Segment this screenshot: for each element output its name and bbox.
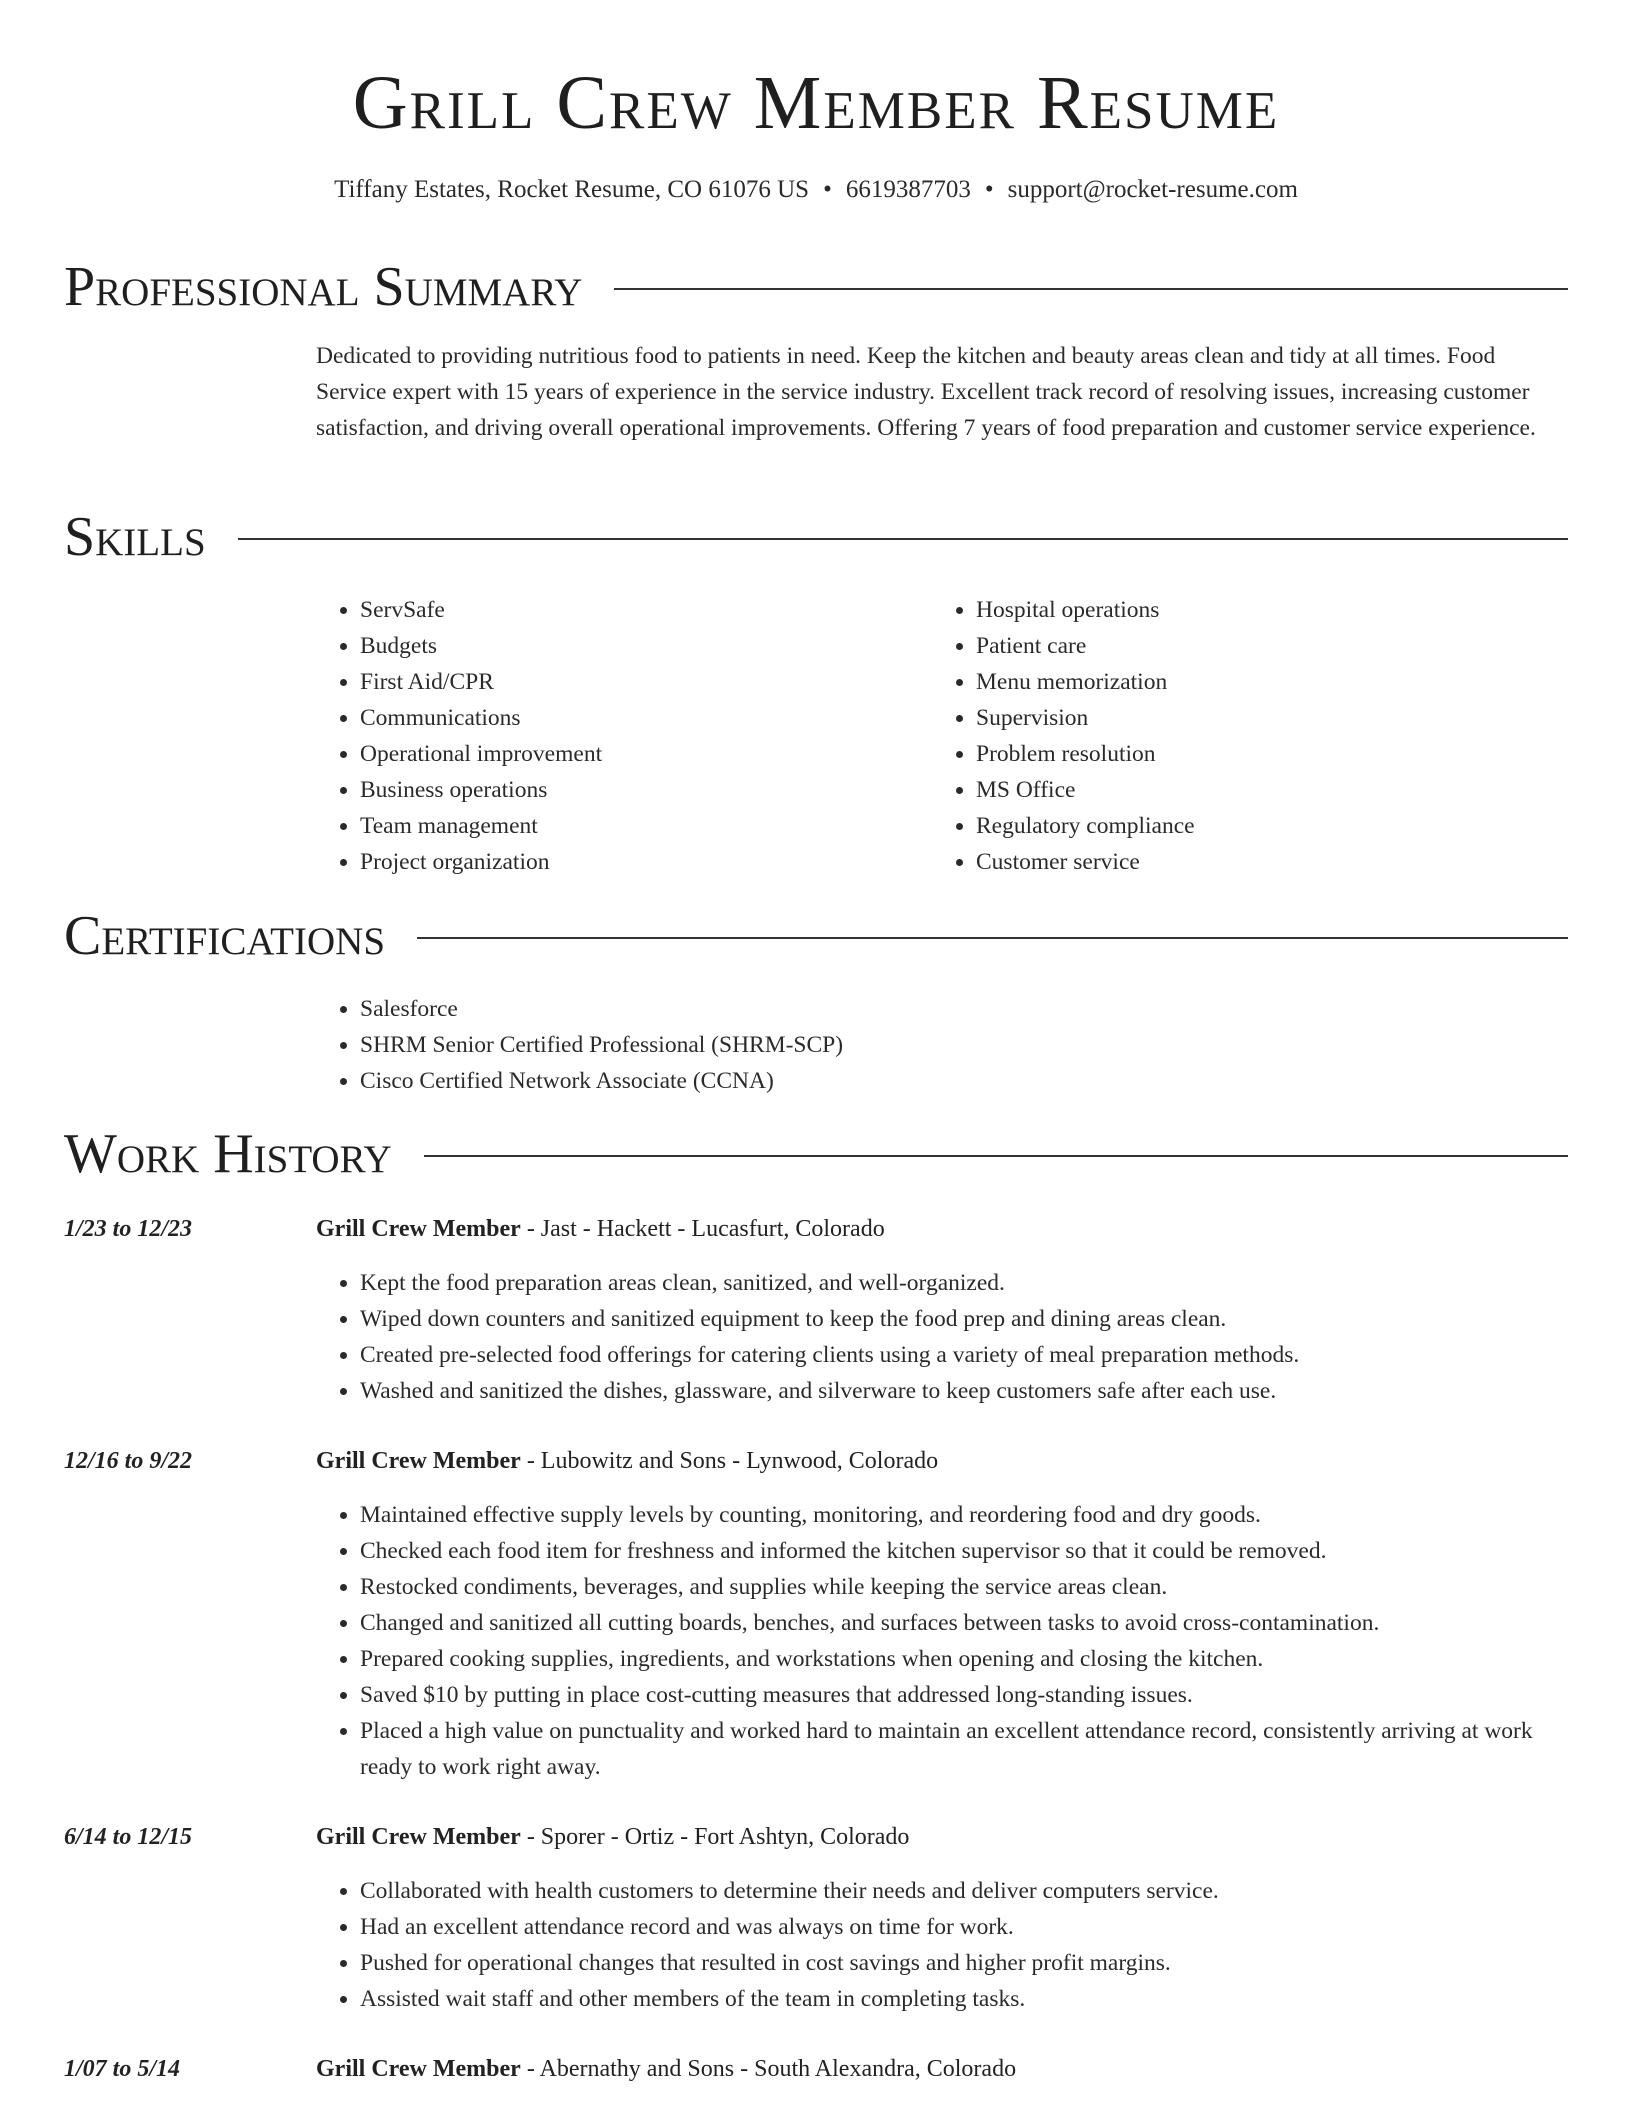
- job-bullet-item: • Wiped down counters and sanitized equipment to keep the food prep and dining areas clean.: [360, 1301, 1568, 1337]
- skills-list-right: [932, 592, 1532, 880]
- job-bullet-list: [316, 1873, 1568, 2017]
- contact-separator: •: [984, 176, 994, 203]
- job-bullet-list: [316, 1497, 1568, 1785]
- skill-item: • Budgets: [360, 628, 916, 664]
- job-title-line: [316, 1211, 885, 1247]
- skills-column-right: [932, 592, 1532, 880]
- job-bullet-item: • Created pre-selected food offerings for catering clients using a variety of meal preparation methods.: [360, 1337, 1568, 1373]
- job-bullets: [316, 1873, 1568, 2017]
- job-bullet-item: • Had an excellent attendance record and was always on time for work.: [360, 1909, 1568, 1945]
- job-entry-header: [64, 1211, 1568, 1247]
- section-title-certifications: Certifications: [64, 905, 386, 967]
- skills-list-left: [316, 592, 916, 880]
- job-bullet-item: • Changed and sanitized all cutting boards, benches, and surfaces between tasks to avoid cross-contamination.: [360, 1605, 1568, 1641]
- skill-item: • Problem resolution: [976, 736, 1532, 772]
- skill-item: • Team management: [360, 808, 916, 844]
- skill-item: • Customer service: [976, 844, 1532, 880]
- resume-title: Grill Crew Member Resume: [352, 61, 1280, 145]
- job-dates: 12/16 to 9/22: [64, 1448, 193, 1474]
- section-divider: [614, 288, 1568, 290]
- skill-item: • Menu memorization: [976, 664, 1532, 700]
- job-title-line: [316, 1443, 938, 1479]
- skill-item: • Regulatory compliance: [976, 808, 1532, 844]
- skill-item: • Communications: [360, 700, 916, 736]
- skill-item: • Patient care: [976, 628, 1532, 664]
- job-bullet-item: • Checked each food item for freshness and informed the kitchen supervisor so that it could be removed.: [360, 1533, 1568, 1569]
- skill-item: • MS Office: [976, 772, 1532, 808]
- skill-item: • Hospital operations: [976, 592, 1532, 628]
- certification-item: • Cisco Certified Network Associate (CCNA): [360, 1063, 1516, 1099]
- section-header-skills: [64, 502, 1568, 572]
- job-bullet-item: • Kept the food preparation areas clean, sanitized, and well-organized.: [360, 1265, 1568, 1301]
- summary-text: Dedicated to providing nutritious food to patients in need. Keep the kitchen and beauty areas clean and tidy at all times. Food Service expert with 15 years of experience in the service industry. Excellent track record of resolving issues, increasing customer satisfaction, and driving overall operational improvements. Offering 7 years of food preparation and customer service experience.: [316, 343, 1536, 441]
- skill-item: • Project organization: [360, 844, 916, 880]
- job-bullet-item: • Pushed for operational changes that resulted in cost savings and higher profit margins.: [360, 1945, 1568, 1981]
- job-bullets: [316, 1265, 1568, 1409]
- job-bullet-item: • Placed a high value on punctuality and worked hard to maintain an excellent attendance record, consistently arriving at work ready to work right away.: [360, 1713, 1568, 1785]
- job-employer: - Jast - Hackett - Lucasfurt, Colorado: [520, 1216, 885, 1242]
- skills-column-left: [316, 592, 916, 880]
- job-bullet-item: • Washed and sanitized the dishes, glassware, and silverware to keep customers safe after each use.: [360, 1373, 1568, 1409]
- job-bullet-item: • Restocked condiments, beverages, and supplies while keeping the service areas clean.: [360, 1569, 1568, 1605]
- job-bullet-item: • Maintained effective supply levels by counting, monitoring, and reordering food and dry goods.: [360, 1497, 1568, 1533]
- job-bullet-list: [316, 1265, 1568, 1409]
- job-role: Grill Crew Member: [316, 1216, 521, 1242]
- certification-item: • Salesforce: [360, 991, 1516, 1027]
- contact-address: Tiffany Estates, Rocket Resume, CO 61076 US: [334, 176, 810, 203]
- job-employer: - Abernathy and Sons - South Alexandra, Colorado: [520, 2056, 1017, 2082]
- job-employer: - Sporer - Ortiz - Fort Ashtyn, Colorado: [520, 1824, 910, 1850]
- job-bullets: [316, 1497, 1568, 1785]
- job-role: Grill Crew Member: [316, 2056, 521, 2082]
- job-employer: - Lubowitz and Sons - Lynwood, Colorado: [520, 1448, 939, 1474]
- contact-separator: •: [823, 176, 832, 203]
- job-bullet-item: • Prepared cooking supplies, ingredients, and workstations when opening and closing the kitchen.: [360, 1641, 1568, 1677]
- section-header-work-history: [64, 1119, 1568, 1189]
- section-divider: [238, 538, 1568, 540]
- skill-item: • First Aid/CPR: [360, 664, 916, 700]
- certifications-block: [316, 991, 1516, 1099]
- job-entry-header: [64, 1819, 1568, 1855]
- job-bullet-item: • Collaborated with health customers to determine their needs and deliver computers service.: [360, 1873, 1568, 1909]
- section-header-certifications: [64, 901, 1568, 971]
- job-role: Grill Crew Member: [316, 1448, 521, 1474]
- skill-item: • Operational improvement: [360, 736, 916, 772]
- contact-email[interactable]: support@rocket-resume.com: [1007, 176, 1298, 203]
- job-bullet-item: • Assisted wait staff and other members of the team in completing tasks.: [360, 1981, 1568, 2017]
- certifications-list: [316, 991, 1516, 1099]
- job-dates: 1/07 to 5/14: [64, 2056, 181, 2082]
- job-title-line: [316, 1819, 909, 1855]
- section-title-skills: Skills: [64, 506, 206, 568]
- skill-item: • Supervision: [976, 700, 1532, 736]
- certification-item: • SHRM Senior Certified Professional (SHRM-SCP): [360, 1027, 1516, 1063]
- job-bullet-item: • Saved $10 by putting in place cost-cutting measures that addressed long-standing issues.: [360, 1677, 1568, 1713]
- job-title-line: [316, 2051, 1016, 2087]
- section-divider: [424, 1155, 1568, 1157]
- section-header-summary: [64, 252, 1568, 322]
- section-title-work-history: Work History: [64, 1123, 392, 1185]
- job-entry-header: [64, 2051, 1568, 2087]
- section-divider: [417, 937, 1568, 939]
- job-role: Grill Crew Member: [316, 1824, 521, 1850]
- job-entry-header: [64, 1443, 1568, 1479]
- job-dates: 1/23 to 12/23: [64, 1216, 193, 1242]
- job-dates: 6/14 to 12/15: [64, 1824, 193, 1850]
- skill-item: • Business operations: [360, 772, 916, 808]
- contact-phone: 6619387703: [845, 176, 971, 203]
- skill-item: • ServSafe: [360, 592, 916, 628]
- contact-line: [0, 174, 1632, 206]
- section-title-summary: Professional Summary: [64, 256, 583, 318]
